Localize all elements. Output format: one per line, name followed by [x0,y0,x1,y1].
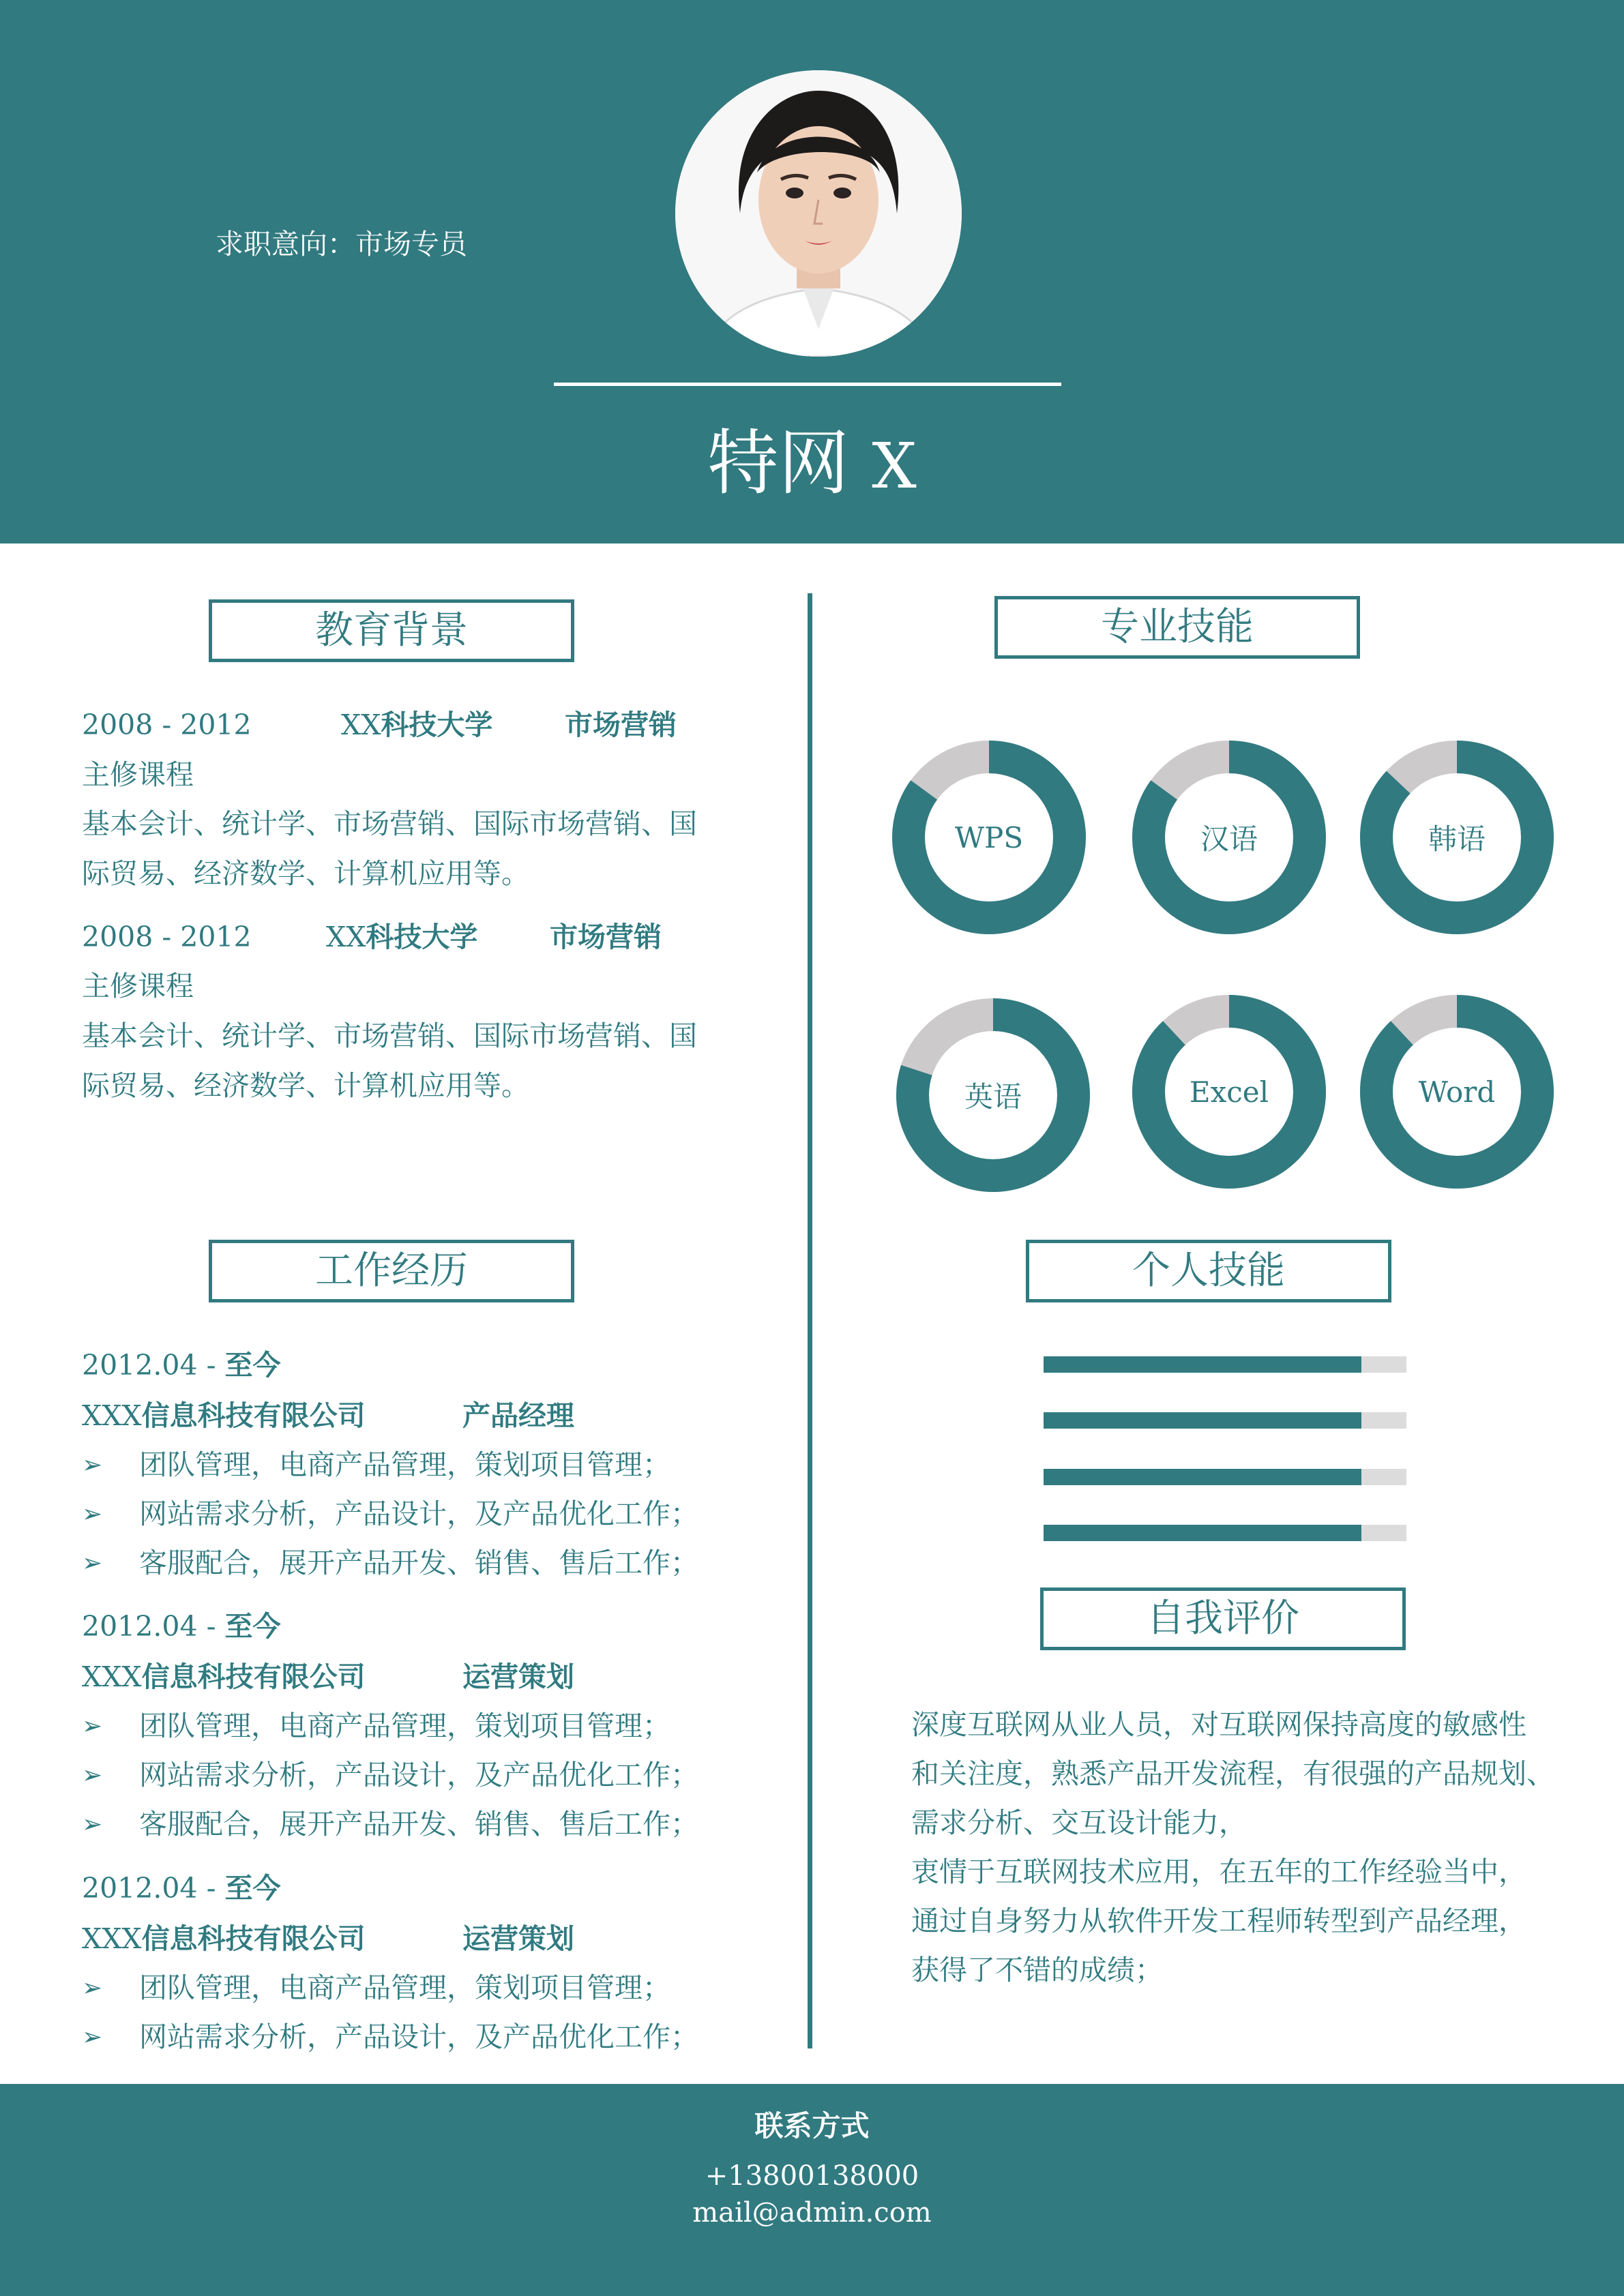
arrow-bullet-icon: ➢ [82,1974,103,2002]
skill-bar-fill [1044,1412,1361,1429]
self-eval-title: 自我评价 [1040,1587,1406,1650]
work-2-date-end: 至今 [224,1610,281,1643]
self-eval-line-5: 通过自身努力从软件开发工程师转型到产品经理， [911,1905,1526,1937]
work-3-role: 运营策划 [462,1922,574,1955]
arrow-bullet-icon: ➢ [82,1451,103,1479]
edu-1-courses-line2: 际贸易、经济数学、计算机应用等。 [82,857,529,890]
column-divider [808,593,812,2048]
arrow-bullet-icon: ➢ [82,1761,103,1789]
work-1-date-start: 2012.04 - [82,1349,216,1382]
skill-donut-6 [1358,993,1556,1191]
skill-bar-fill [1044,1525,1361,1541]
work-2-date-start: 2012.04 - [82,1610,216,1643]
work-2-date [82,1610,281,1643]
arrow-bullet-icon: ➢ [82,1500,103,1528]
skill-bar-3 [1044,1469,1406,1485]
edu-1-school-name: 科技大学 [381,709,493,741]
work-2-company [82,1660,366,1693]
arrow-bullet-icon: ➢ [82,1712,103,1740]
edu-1-courses-line1: 基本会计、统计学、市场营销、国际市场营销、国 [82,807,697,840]
skill-donut-label: Excel [1189,1075,1269,1109]
self-eval-line-1: 深度互联网从业人员，对互联网保持高度的敏感性 [911,1708,1526,1741]
skill-bar-fill [1044,1356,1361,1373]
work-3-date [82,1872,281,1905]
full-name [0,406,1624,508]
skill-donut-2 [1130,739,1328,936]
work-2-company-name: 信息科技有限公司 [141,1660,366,1693]
arrow-bullet-icon: ➢ [82,2023,103,2051]
edu-1-school-prefix: XX [341,709,381,741]
work-3-company [82,1922,366,1955]
work-1-company-prefix: XXX [82,1399,142,1432]
skill-donut-5 [1130,993,1328,1191]
self-eval-line-4: 衷情于互联网技术应用，在五年的工作经验当中， [911,1855,1526,1888]
work-1-company-name: 信息科技有限公司 [141,1399,366,1432]
portrait-illustration [675,70,962,357]
edu-1-course-label: 主修课程 [82,758,194,791]
edu-2-course-label: 主修课程 [82,970,194,1002]
work-3-date-start: 2012.04 - [82,1872,216,1905]
work-3-item-2: 网站需求分析，产品设计，及产品优化工作； [139,2021,698,2053]
skill-donut-label: Word [1418,1075,1496,1109]
work-1-date-end: 至今 [224,1349,281,1382]
skill-bar-fill [1044,1469,1361,1485]
profile-photo [675,70,962,357]
skill-donut-3 [1358,739,1556,936]
edu-2-school [326,923,477,951]
name-suffix: X [872,430,917,503]
work-3-date-end: 至今 [224,1872,281,1905]
work-1-role: 产品经理 [462,1399,574,1432]
skill-donut-label: WPS [954,820,1024,854]
skill-donut-label: 英语 [964,1080,1022,1114]
name-divider [554,383,1061,386]
edu-2-courses-line1: 基本会计、统计学、市场营销、国际市场营销、国 [82,1019,697,1052]
skill-bar-4 [1044,1525,1406,1541]
skill-donut-4 [894,996,1092,1194]
skill-bar-1 [1044,1356,1406,1373]
work-2-item-2: 网站需求分析，产品设计，及产品优化工作； [139,1759,698,1791]
skill-bar-2 [1044,1412,1406,1429]
self-eval-line-2: 和关注度，熟悉产品开发流程，有很强的产品规划、 [911,1757,1554,1790]
work-3-item-1: 团队管理，电商产品管理，策划项目管理； [139,1971,670,2004]
skill-donut-1 [890,739,1088,936]
contact-email[interactable]: mail@admin.com [692,2197,932,2228]
skill-donut-label: 汉语 [1200,822,1258,856]
work-1-item-1: 团队管理，电商产品管理，策划项目管理； [139,1448,670,1481]
work-1-item-2: 网站需求分析，产品设计，及产品优化工作； [139,1497,698,1530]
work-2-company-prefix: XXX [82,1660,142,1693]
education-title: 教育背景 [209,599,574,662]
job-intent: 求职意向：市场专员 [216,228,467,260]
work-2-item-3: 客服配合，展开产品开发、销售、售后工作； [139,1808,698,1840]
edu-2-major: 市场营销 [550,921,662,953]
work-3-company-prefix: XXX [82,1922,142,1955]
skills-title: 专业技能 [994,596,1360,659]
self-eval-line-3: 需求分析、交互设计能力， [911,1806,1247,1839]
contact-title: 联系方式 [754,2109,870,2143]
edu-1-major: 市场营销 [565,709,677,741]
work-1-company [82,1399,366,1432]
work-1-item-3: 客服配合，展开产品开发、销售、售后工作； [139,1547,698,1579]
edu-2-school-prefix: XX [326,921,366,953]
skill-donut-label: 韩语 [1428,822,1486,856]
name-main: 特网 [707,421,850,505]
edu-1-years: 2008 - 2012 [82,709,252,741]
edu-2-school-name: 科技大学 [366,921,478,953]
contact-phone[interactable]: +13800138000 [705,2160,919,2192]
self-eval-line-6: 获得了不错的成绩； [911,1954,1163,1986]
work-2-item-1: 团队管理，电商产品管理，策划项目管理； [139,1710,670,1742]
edu-1-school [341,711,492,739]
work-3-company-name: 信息科技有限公司 [141,1922,366,1955]
work-title: 工作经历 [209,1240,574,1302]
work-1-date [82,1349,281,1382]
edu-2-courses-line2: 际贸易、经济数学、计算机应用等。 [82,1069,529,1102]
arrow-bullet-icon: ➢ [82,1810,103,1838]
work-2-role: 运营策划 [462,1660,574,1693]
edu-2-years: 2008 - 2012 [82,921,252,953]
personal-skills-title: 个人技能 [1026,1240,1391,1302]
arrow-bullet-icon: ➢ [82,1549,103,1577]
